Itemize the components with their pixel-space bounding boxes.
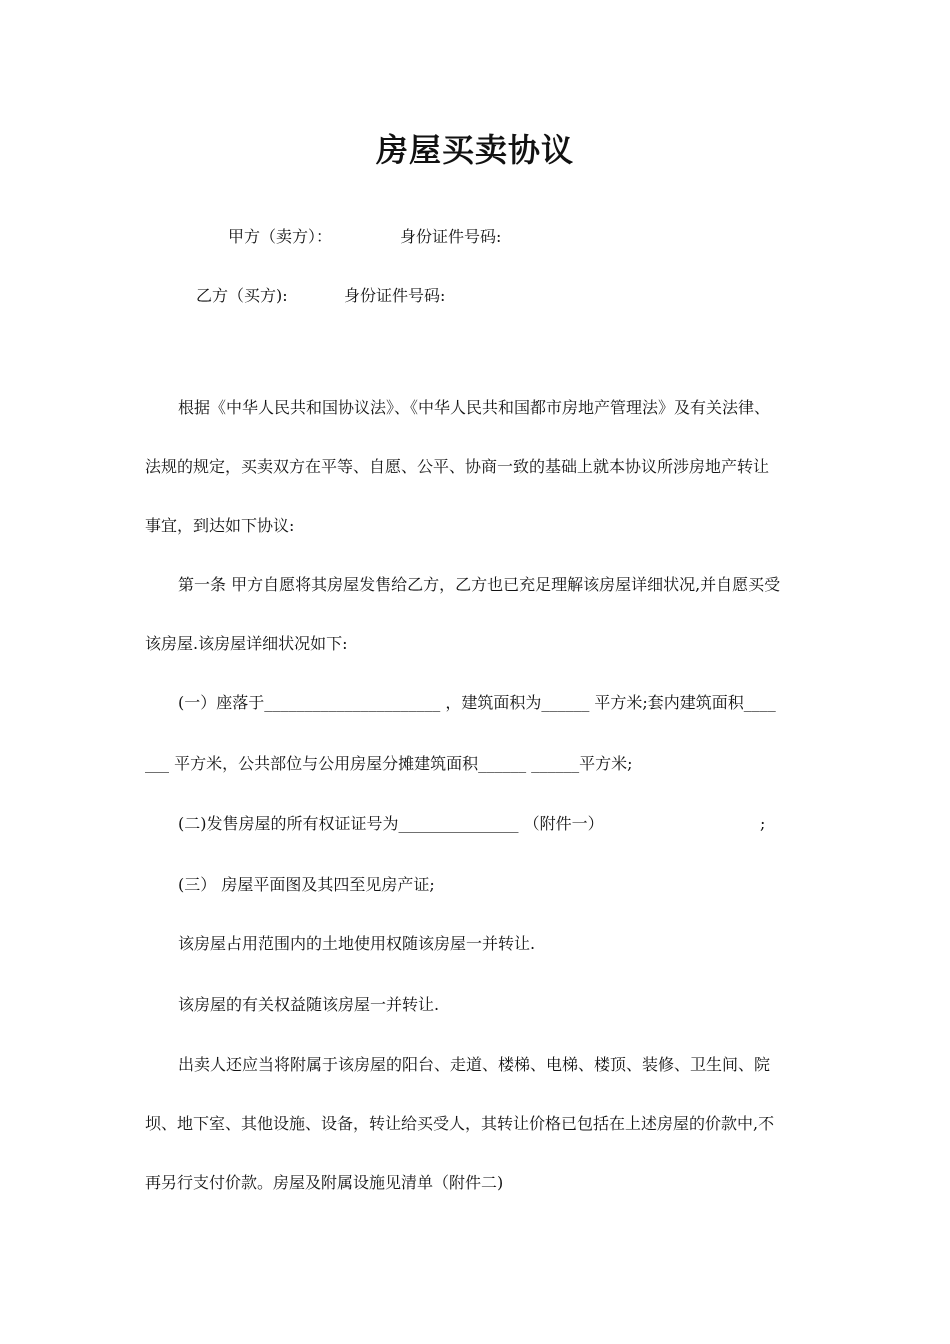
document-title: 房屋买卖协议	[375, 131, 574, 169]
party-a-label: 甲方（卖方）：	[228, 227, 333, 246]
party-b-id-label: 身份证件号码:	[344, 286, 446, 305]
paragraph-line: 该房屋的有关权益随该房屋一并转让.	[178, 995, 440, 1014]
paragraph-line: 再另行支付价款。房屋及附属设施见清单（附件二)	[145, 1173, 504, 1192]
paragraph-line: (二)发售房屋的所有权证证号为_______________ （附件一）	[178, 814, 604, 833]
trailing-semicolon: ;	[760, 814, 766, 833]
paragraph-line: 该房屋占用范围内的土地使用权随该房屋一并转让.	[178, 934, 536, 953]
paragraph-line: 出卖人还应当将附属于该房屋的阳台、走道、楼梯、电梯、楼顶、装修、卫生间、院	[178, 1055, 771, 1074]
party-a-id-label: 身份证件号码:	[400, 227, 502, 246]
paragraph-line: 法规的规定，买卖双方在平等、自愿、公平、协商一致的基础上就本协议所涉房地产转让	[145, 457, 770, 476]
paragraph-line: 第一条 甲方自愿将其房屋发售给乙方，乙方也已充足理解该房屋详细状况,并自愿买受	[178, 575, 781, 594]
paragraph-line: 根据《中华人民共和国协议法》、《中华人民共和国都市房地产管理法》及有关法律、	[178, 398, 771, 417]
paragraph-line: 事宜，到达如下协议:	[145, 516, 295, 535]
paragraph-line: ___ 平方米，公共部位与公用房屋分摊建筑面积______ ______平方米;	[145, 754, 633, 773]
party-b-label: 乙方（买方):	[196, 286, 288, 305]
paragraph-line: (一）座落于______________________ ，建筑面积为______ 平方米;套内建筑面积____	[178, 693, 776, 712]
paragraph-line: 坝、地下室、其他设施、设备，转让给买受人，其转让价格已包括在上述房屋的价款中,不	[145, 1114, 775, 1133]
paragraph-line: (三） 房屋平面图及其四至见房产证;	[178, 875, 435, 894]
paragraph-line: 该房屋.该房屋详细状况如下:	[145, 634, 348, 653]
